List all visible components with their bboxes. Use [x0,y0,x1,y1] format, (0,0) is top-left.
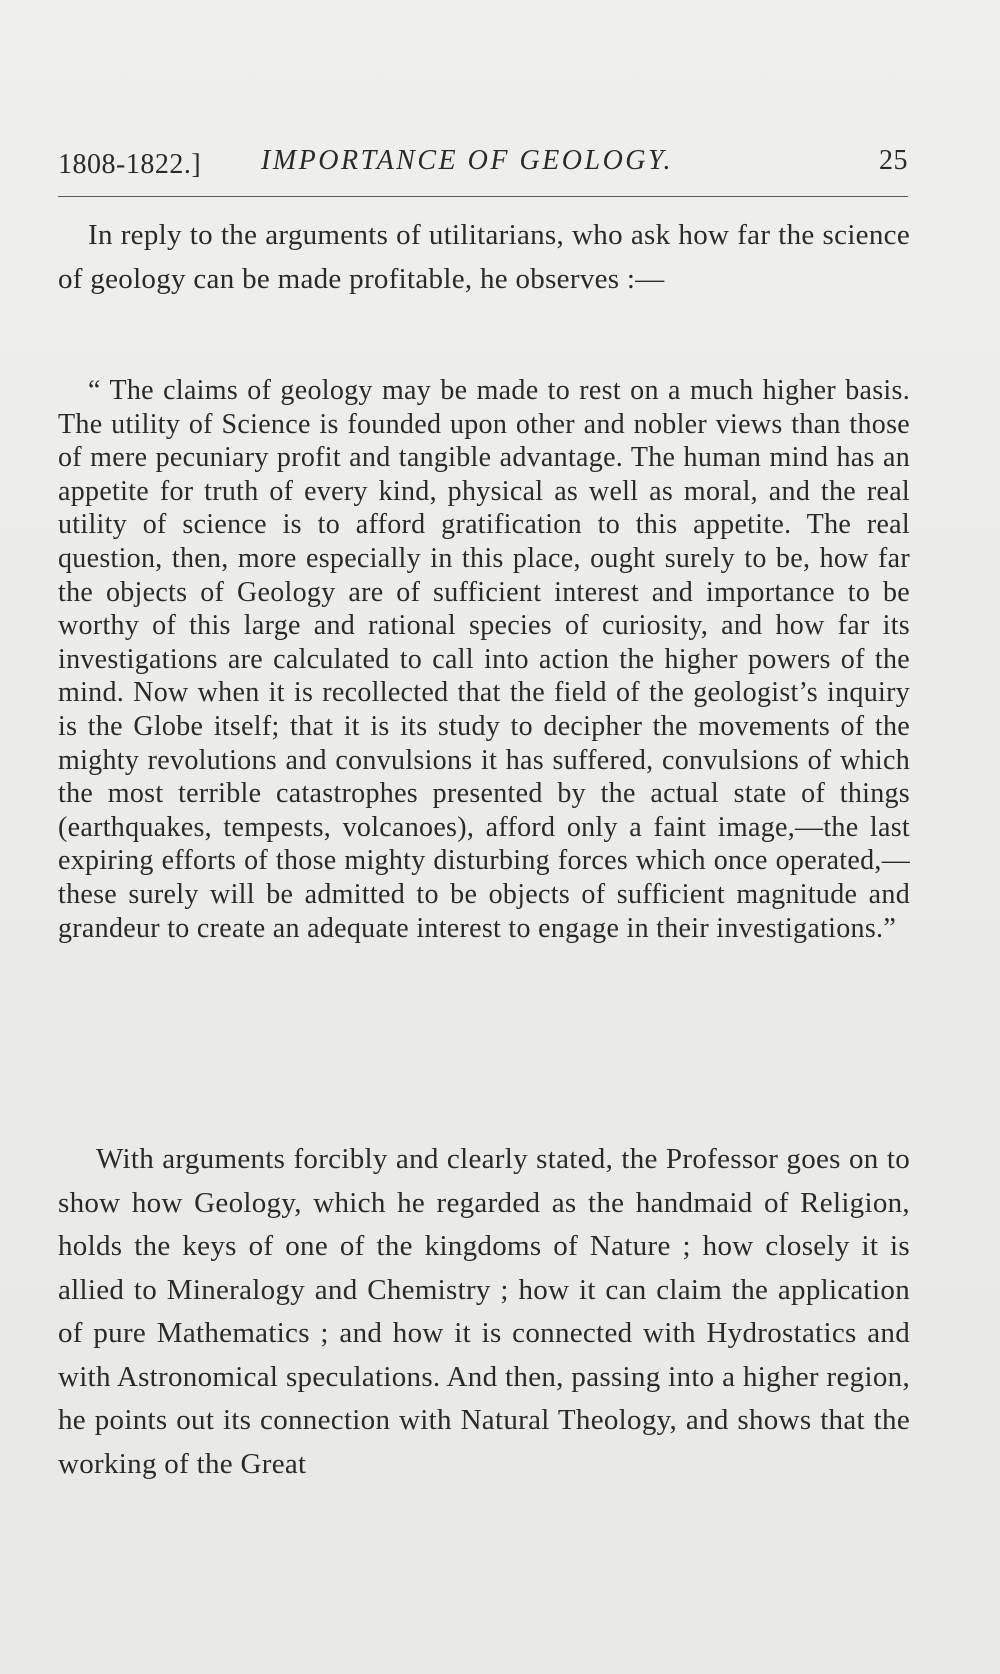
page-number: 25 [879,145,908,176]
continuation-paragraph: With arguments forcibly and clearly stated, the Professor goes on to show how Geology, which he regarded as the handmaid of Religion, holds the keys of one of the kingdoms of Nature ; how closely it is allied to Mineralogy and Chemistry ; how it can claim the application of pure Mathematics ; and how it is connected with Hydrostatics and with Astronomical speculations. And then, passing into a higher region, he points out its connection with Natural Theology, and shows that the working of the Great [58,1143,910,1480]
quoted-passage: “ The claims of geology may be made to rest on a much higher basis. The utility of Science is founded upon other and nobler views than those of mere pecuniary profit and tangible advantage. The human mind has an appetite for truth of every kind, physical as well as moral, and the real utility of science is to afford gratification to this appetite. The real question, then, more especially in this place, ought surely to be, how far the objects of Geology are of sufficient interest and importance to be worthy of this large and rational species of curiosity, and how far its investigations are calculated to call into action the higher powers of the mind. Now when it is recollected that the field of the geologist’s inquiry is the Globe itself; that it is its study to decipher the movements of the mighty revolutions and convulsions it has suffered, convulsions of which the most terrible catastrophes presented by the actual state of things (earthquakes, tempests, volcanoes), afford only a faint image,—the last expiring efforts of those mighty disturbing forces which once operated,—these surely will be admitted to be objects of sufficient magnitude and grandeur to create an adequate interest to engage in their investigations.” [58,375,910,944]
header-rule [58,196,908,197]
running-head-years: 1808-1822.] [58,149,202,180]
running-head-title: IMPORTANCE OF GEOLOGY. [261,145,674,176]
intro-paragraph: In reply to the arguments of utilitarians, who ask how far the science of geology can be made profitable, he observes :— [58,219,910,295]
running-head [58,145,908,185]
